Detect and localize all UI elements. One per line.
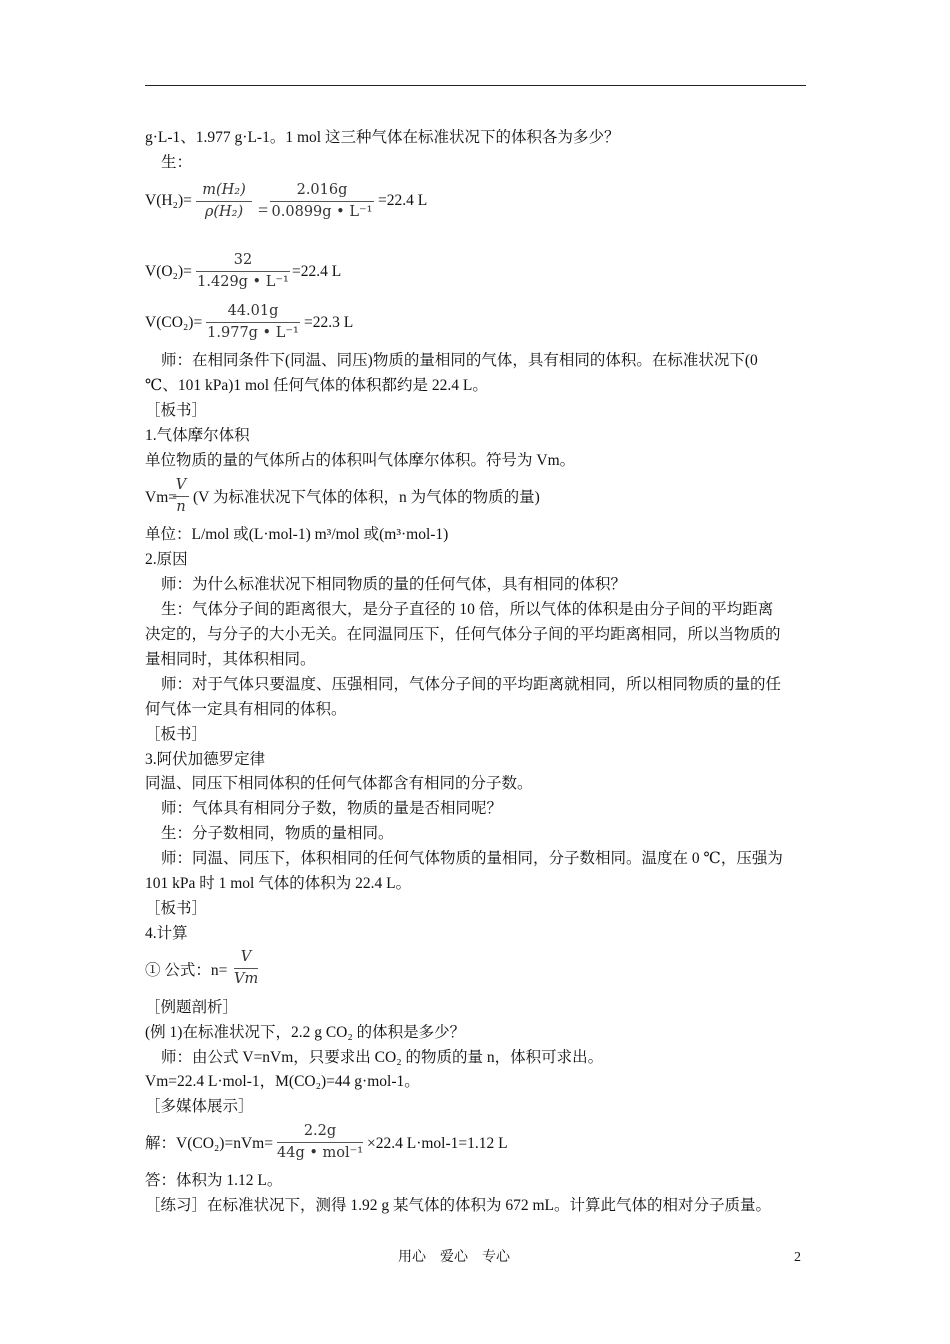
formula-vo2-prefix: V(O₂)= <box>145 263 192 280</box>
text-line: 师：在相同条件下(同温、同压)物质的量相同的气体，具有相同的体积。在标准状况下(0 <box>161 352 758 369</box>
page-number: 2 <box>794 1250 801 1265</box>
fraction-vco2: 44.01g 1.977g • L⁻¹ <box>207 303 299 341</box>
text-line: 决定的，与分子的大小无关。在同温同压下，任何气体分子间的平均距离相同，所以当物质的 <box>145 626 781 643</box>
text-line: (例 1)在标准状况下，2.2 g CO₂ 的体积是多少？ <box>145 1024 466 1041</box>
footer-motto: 用心 爱心 专心 <box>398 1250 510 1265</box>
text-line: ［练习］在标准状况下，测得 1.92 g 某气体的体积为 672 mL。计算此气体的相对分子质量。 <box>145 1197 772 1214</box>
formula-vm-prefix: Vm= <box>145 489 177 506</box>
fraction-vm: V n <box>173 475 189 517</box>
text-line: 单位物质的量的气体所占的体积叫气体摩尔体积。符号为 Vm。 <box>145 452 576 469</box>
section-heading: 3.阿伏加德罗定律 <box>145 751 266 768</box>
text-line: g·L-1、1.977 g·L-1。1 mol 这三种气体在标准状况下的体积各为多少？ <box>145 129 620 146</box>
formula-vo2-result: =22.4 L <box>292 263 342 280</box>
fraction-vh2-2: 2.016g 0.0899g • L⁻¹ <box>271 182 373 220</box>
text-line: ℃、101 kPa)1 mol 任何气体的体积都约是 22.4 L。 <box>145 377 488 394</box>
section-marker: ［板书］ <box>145 726 208 743</box>
text-line: 师：气体具有相同分子数，物质的量是否相同呢？ <box>161 800 503 817</box>
text-line: 同温、同压下相同体积的任何气体都含有相同的分子数。 <box>145 775 533 792</box>
text-line: 生：分子数相同，物质的量相同。 <box>161 825 394 842</box>
header-rule <box>145 85 806 86</box>
text-line: Vm=22.4 L·mol-1，M(CO₂)=44 g·mol-1。 <box>145 1073 420 1090</box>
text-line: 师：对于气体只要温度、压强相同，气体分子间的平均距离就相同，所以相同物质的量的任 <box>161 676 782 693</box>
text-line: 师：同温、同压下，体积相同的任何气体物质的量相同，分子数相同。温度在 0 ℃，压强为 <box>161 850 783 867</box>
text-line: 师：由公式 V=nVm，只要求出 CO₂ 的物质的量 n，体积可求出。 <box>161 1049 604 1066</box>
section-heading: 4.计算 <box>145 925 188 942</box>
text-line: 单位：L/mol 或(L·mol-1) m³/mol 或(m³·mol-1) <box>145 526 449 543</box>
solution-prefix: 解：V(CO₂)=nVm= <box>145 1135 273 1152</box>
section-heading: 1.气体摩尔体积 <box>145 427 250 444</box>
text-line: 答：体积为 1.12 L。 <box>145 1172 283 1189</box>
section-heading: 2.原因 <box>145 551 188 568</box>
text-line: 何气体一定具有相同的体积。 <box>145 701 347 718</box>
equals-sign: = <box>258 200 269 220</box>
formula-n-prefix: ① 公式：n= <box>145 962 228 979</box>
text-line: 101 kPa 时 1 mol 气体的体积为 22.4 L。 <box>145 875 412 892</box>
fraction-vo2: 32 1.429g • L⁻¹ <box>197 252 289 290</box>
section-marker: ［板书］ <box>145 402 208 419</box>
formula-vco2-prefix: V(CO₂)= <box>145 314 203 331</box>
formula-vh2-result: =22.4 L <box>378 192 428 209</box>
formula-vh2-prefix: V(H₂)= <box>145 192 192 209</box>
fraction-vh2-1: m(H₂) ρ(H₂) <box>196 180 252 222</box>
fraction-solution: 2.2g 44g • mol⁻¹ <box>277 1123 364 1161</box>
section-marker: ［板书］ <box>145 900 208 917</box>
text-line: 生： <box>161 154 193 171</box>
solution-result: ×22.4 L·mol-1=1.12 L <box>367 1135 508 1152</box>
fraction-n: V Vm <box>234 949 259 987</box>
section-marker: ［多媒体展示］ <box>145 1098 254 1115</box>
text-line: 量相同时，其体积相同。 <box>145 651 316 668</box>
text-line: 生：气体分子间的距离很大，是分子直径的 10 倍，所以气体的体积是由分子间的平均距离 <box>161 601 774 618</box>
formula-vco2-result: =22.3 L <box>304 314 354 331</box>
section-marker: ［例题剖析］ <box>145 999 239 1016</box>
text-line: (V 为标准状况下气体的体积，n 为气体的物质的量) <box>193 489 540 506</box>
text-line: 师：为什么标准状况下相同物质的量的任何气体，具有相同的体积？ <box>161 576 627 593</box>
